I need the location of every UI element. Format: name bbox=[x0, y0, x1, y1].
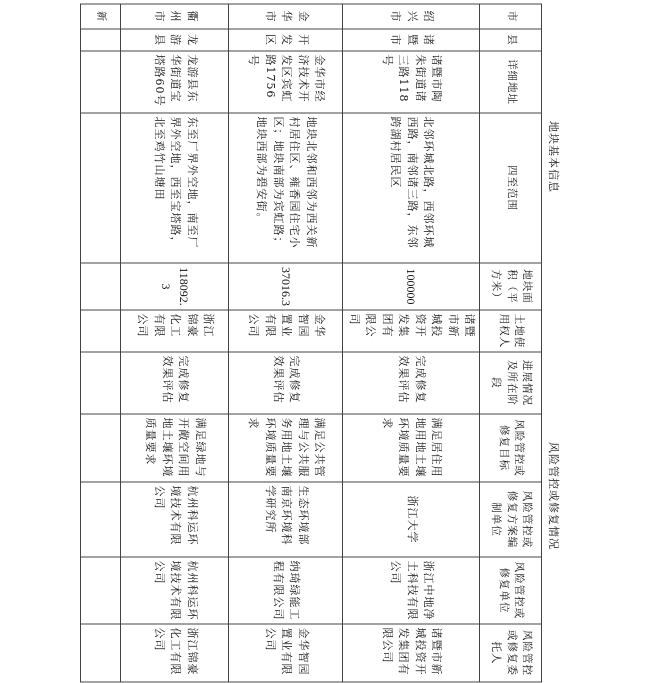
cell-area: 100000 bbox=[343, 263, 480, 310]
cell-county: 开发区 bbox=[229, 29, 343, 51]
cell-repair-unit: 浙江中地净土科技有限公司 bbox=[343, 557, 480, 624]
cell-owner: 金华智园置业有限公司 bbox=[229, 310, 343, 352]
cell-city: 绍兴市 bbox=[343, 4, 480, 29]
cell-owner: 诸暨市新城投资开发集团有限公司 bbox=[343, 310, 480, 352]
cell-bounds: 北邻环城北路，西邻环城西路，南邻诸三路，东邻跨湖村居民区 bbox=[343, 113, 480, 263]
cell-city: 金华市 bbox=[229, 4, 343, 29]
col-header-county: 县 bbox=[480, 29, 542, 51]
cell-target: 满足绿地与开敞空间用地土壤环境质量要求 bbox=[121, 414, 229, 482]
cell-repair-unit: 纳琦绿能工程有限公司 bbox=[229, 557, 343, 624]
cell-stage: 完成修复效果评估 bbox=[343, 352, 480, 414]
cell-city: 衢州市 bbox=[121, 4, 229, 29]
table-row-partial bbox=[81, 4, 121, 682]
col-header-plan-unit: 风险管控或修复方案编制单位 bbox=[480, 482, 542, 557]
col-header-stage: 进展情况及所在阶段 bbox=[480, 352, 542, 414]
table-row bbox=[229, 4, 343, 682]
cell-target: 满足居住用地用地土壤环境质量要求 bbox=[343, 414, 480, 482]
col-header-bounds: 四至范围 bbox=[480, 113, 542, 263]
col-header-address: 详细地址 bbox=[480, 51, 542, 113]
cell-client: 诸暨市新城投资开发集团有限公司 bbox=[343, 624, 480, 682]
cell-owner: 浙江锦豪化工有限公司 bbox=[121, 310, 229, 352]
group-header-row bbox=[542, 4, 564, 682]
cell-county: 诸暨市 bbox=[343, 29, 480, 51]
group-label-site-info: 地块基本信息 bbox=[547, 120, 561, 193]
cell-plan-unit: 浙江大学 bbox=[343, 482, 480, 557]
cell-stage: 完成修复效果评估 bbox=[121, 352, 229, 414]
cell-county: 龙游县 bbox=[121, 29, 229, 51]
cell-address: 金华市经济技术开发区宾虹路1756号 bbox=[229, 51, 343, 113]
cell-bounds: 地块北邻和西邻为西关新村居住区、雍香园住宅小区；地块南部为宾虹路；地块西部为碧安街。 bbox=[229, 113, 343, 263]
cell-client: 浙江锦豪化工有限公司 bbox=[121, 624, 229, 682]
group-label-remediation: 风险管控或修复情况 bbox=[547, 441, 561, 550]
cell-address: 诸暨市陶朱街道诸三路118号 bbox=[343, 51, 480, 113]
col-header-client: 风险管控或修复委托人 bbox=[480, 624, 542, 682]
cell-repair-unit: 杭州科运环境技术有限公司 bbox=[121, 557, 229, 624]
cell-client: 金华智园置业有限公司 bbox=[229, 624, 343, 682]
cell-stage: 完成修复效果评估 bbox=[229, 352, 343, 414]
col-header-repair-unit: 风险管控或修复单位 bbox=[480, 557, 542, 624]
cell-area: 118092.3 bbox=[121, 263, 229, 310]
column-header-row bbox=[480, 4, 542, 682]
cell-bounds: 东至厂界外空地，南至厂界外空地，西至宝塔路，北至鸡竹山塘田 bbox=[121, 113, 229, 263]
cell-plan-unit: 生态环境部南京环境科学研究所 bbox=[229, 482, 343, 557]
col-header-city: 市 bbox=[480, 4, 542, 29]
cell-city-cut: 新 bbox=[81, 4, 121, 29]
cell-area: 37016.3 bbox=[229, 263, 343, 310]
col-header-area: 地块面积（平方米） bbox=[480, 263, 542, 310]
cell-plan-unit: 杭州科运环境技术有限公司 bbox=[121, 482, 229, 557]
table-row bbox=[343, 4, 480, 682]
table-row bbox=[121, 4, 229, 682]
col-header-target: 风险管控或修复目标 bbox=[480, 414, 542, 482]
cell-target: 满足公共管理与公共服务用地土壤环境质量要求 bbox=[229, 414, 343, 482]
col-header-owner: 土地使用权人 bbox=[480, 310, 542, 352]
cell-address: 龙游县东华街道宝塔路60号 bbox=[121, 51, 229, 113]
remediation-table bbox=[81, 3, 565, 682]
